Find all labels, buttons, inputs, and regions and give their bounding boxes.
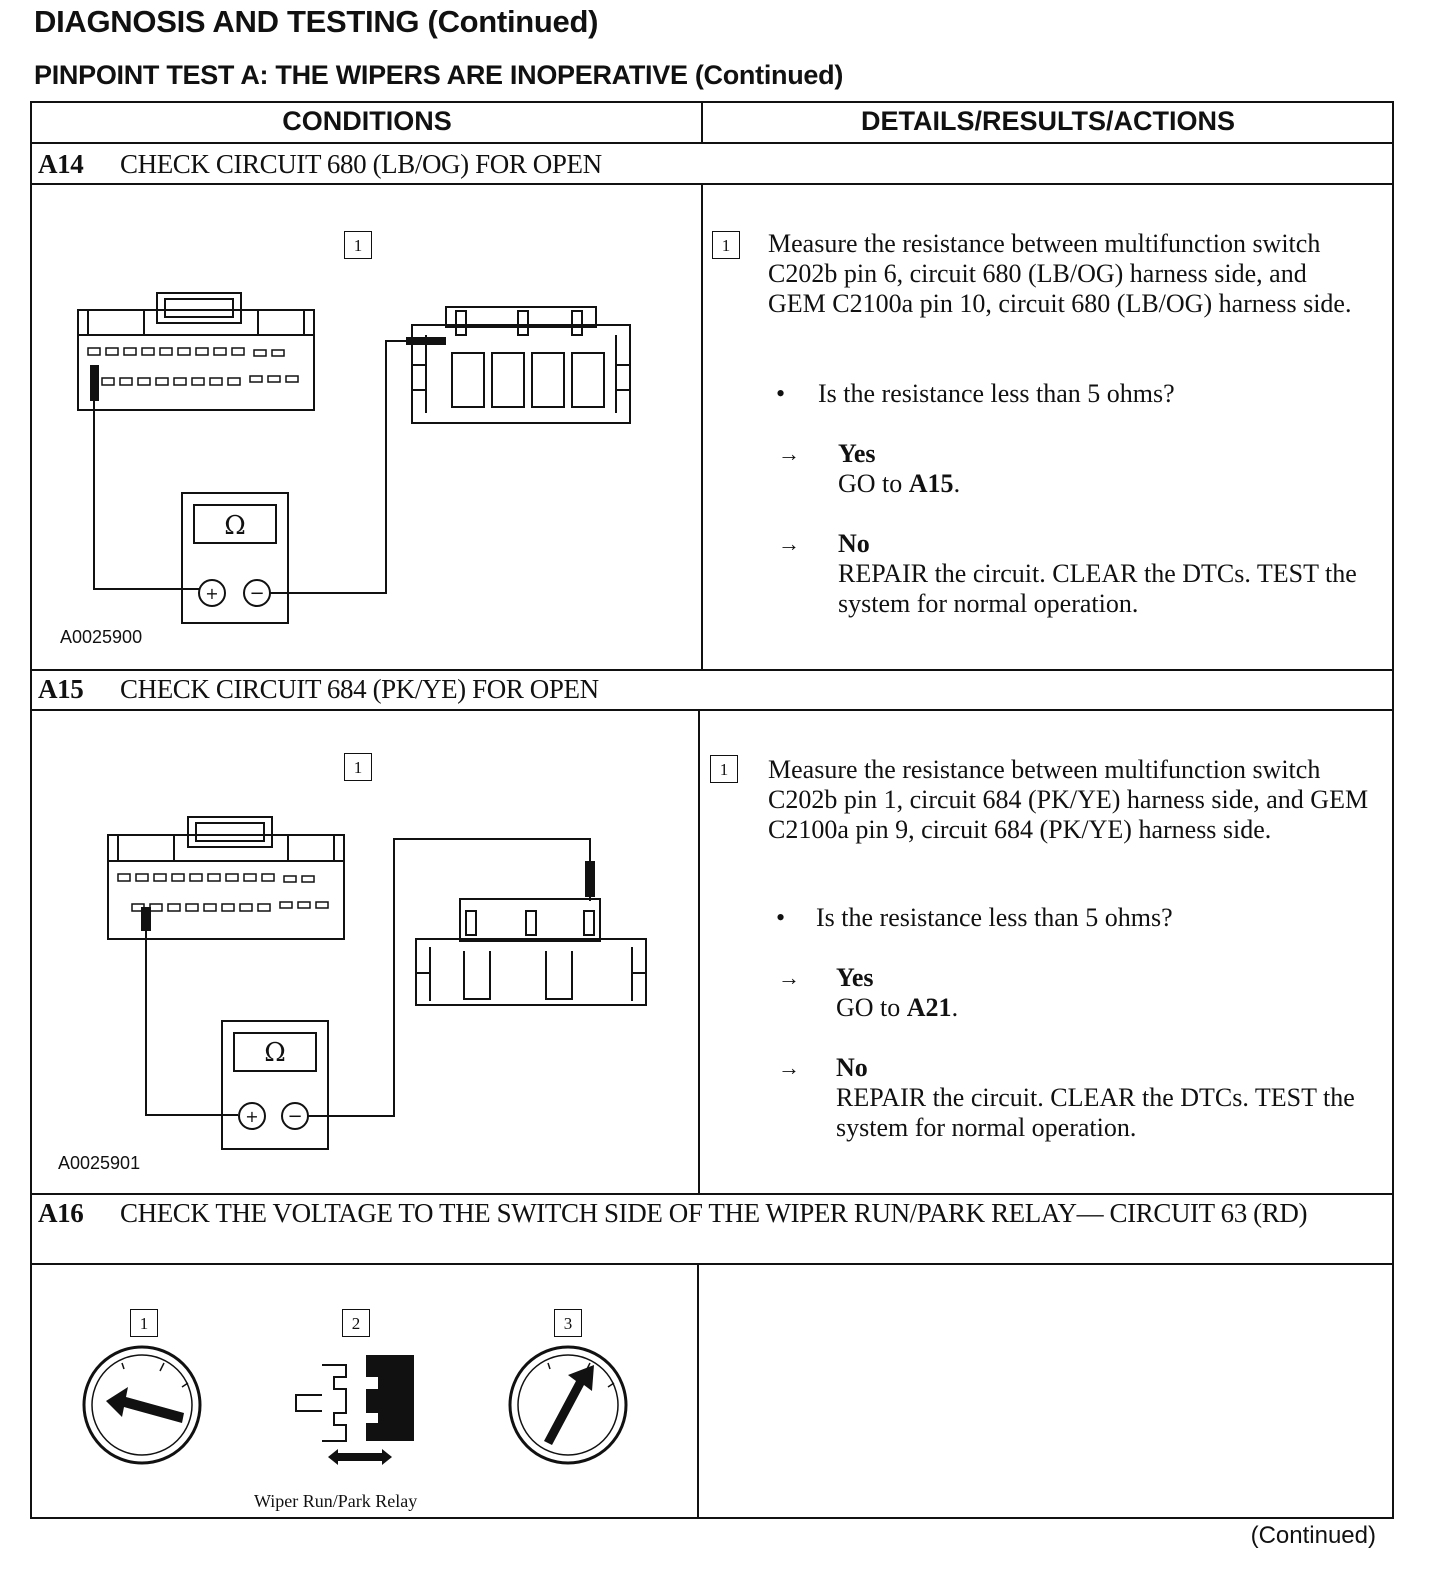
- yes-action-end: .: [953, 469, 961, 498]
- step-id: A16: [38, 1198, 84, 1228]
- figure-callout: 1: [344, 753, 372, 781]
- step-title: CHECK THE VOLTAGE TO THE SWITCH SIDE OF THE WIPER RUN/PARK RELAY— CIRCUIT 63 (RD): [120, 1198, 1308, 1228]
- pinpoint-test-table: [30, 101, 1394, 1519]
- step-header-a14: [38, 149, 602, 180]
- bullet-icon: •: [776, 903, 786, 932]
- probe-icon: [90, 365, 99, 401]
- svg-text:−: −: [287, 1106, 303, 1127]
- ignition-relay-diagram: [32, 1265, 696, 1517]
- yes-label: Yes: [836, 963, 874, 992]
- arrow-right-icon: →: [778, 531, 800, 556]
- result-no: [836, 1053, 1356, 1143]
- step-title: CHECK CIRCUIT 680 (LB/OG) FOR OPEN: [120, 149, 602, 179]
- divider: [32, 142, 1392, 144]
- yes-label: Yes: [838, 439, 876, 468]
- step-header-a15: [38, 674, 599, 705]
- yes-action: GO to: [836, 993, 907, 1022]
- probe-icon: [141, 907, 151, 931]
- svg-text:+: +: [245, 1107, 259, 1126]
- ohm-symbol: Ω: [224, 511, 246, 541]
- yes-action-end: .: [951, 993, 959, 1022]
- step-id: A15: [38, 674, 84, 704]
- divider: [32, 669, 1392, 671]
- continued-label: (Continued): [1250, 1522, 1376, 1549]
- goto-step-link[interactable]: A21: [906, 993, 952, 1022]
- arrow-right-icon: →: [778, 441, 800, 466]
- ignition-switch-run-icon: [510, 1347, 626, 1463]
- instruction-number: 1: [710, 755, 738, 783]
- instruction-number: 1: [712, 231, 740, 259]
- ohm-symbol: Ω: [264, 1038, 286, 1068]
- figure-callout: 1: [130, 1309, 158, 1337]
- page-title: DIAGNOSIS AND TESTING (Continued): [34, 4, 599, 39]
- question-text: Is the resistance less than 5 ohms?: [818, 379, 1175, 408]
- yes-action: GO to: [838, 469, 909, 498]
- divider: [697, 1264, 699, 1519]
- arrow-right-icon: →: [778, 1055, 800, 1080]
- figure-callout: 3: [554, 1309, 582, 1337]
- instruction-text: Measure the resistance between multifunction switch C202b pin 6, circuit 680 (LB/OG) harness side, and GEM C2100a pin 10, circuit 680 (LB/OG) harness side.: [768, 229, 1352, 318]
- arrow-right-icon: →: [778, 965, 800, 990]
- step-title: CHECK CIRCUIT 684 (PK/YE) FOR OPEN: [120, 674, 599, 704]
- goto-step-link[interactable]: A15: [908, 469, 954, 498]
- column-header-conditions: CONDITIONS: [282, 106, 452, 136]
- divider: [32, 1193, 1392, 1195]
- figure-a16-ignition-relay: [32, 1265, 696, 1517]
- figure-a15-resistance-test: [32, 711, 697, 1193]
- divider: [698, 710, 700, 1194]
- no-action: REPAIR the circuit. CLEAR the DTCs. TEST the system for normal operation.: [838, 559, 1357, 618]
- probe-icon: [585, 861, 595, 897]
- no-label: No: [838, 529, 870, 558]
- relay-caption: Wiper Run/Park Relay: [254, 1491, 418, 1511]
- column-header-details: DETAILS/RESULTS/ACTIONS: [860, 106, 1235, 136]
- figure-id: A0025901: [58, 1153, 141, 1173]
- divider: [701, 184, 703, 670]
- step-header-a16: [38, 1198, 1368, 1228]
- figure-id: A0025900: [60, 627, 143, 647]
- ignition-switch-off-icon: [84, 1347, 200, 1463]
- relay-icon: [296, 1355, 414, 1465]
- svg-text:−: −: [249, 583, 265, 604]
- divider: [701, 103, 703, 143]
- result-yes: [836, 963, 958, 1023]
- no-action: REPAIR the circuit. CLEAR the DTCs. TEST the system for normal operation.: [836, 1083, 1355, 1142]
- figure-callout: 1: [344, 231, 372, 259]
- figure-callout: 2: [342, 1309, 370, 1337]
- no-label: No: [836, 1053, 868, 1082]
- step-id: A14: [38, 149, 84, 179]
- question-text: Is the resistance less than 5 ohms?: [816, 903, 1173, 932]
- multimeter-connector-diagram: [32, 711, 697, 1193]
- svg-text:+: +: [205, 584, 219, 603]
- probe-icon: [406, 337, 446, 345]
- bullet-icon: •: [776, 379, 786, 408]
- result-no: [838, 529, 1358, 619]
- instruction-text: Measure the resistance between multifunction switch C202b pin 1, circuit 684 (PK/YE) harness side, and GEM C2100a pin 9, circuit 684 (PK/YE) harness side.: [768, 755, 1369, 844]
- pinpoint-test-title: PINPOINT TEST A: THE WIPERS ARE INOPERATIVE (Continued): [34, 60, 844, 90]
- result-yes: [838, 439, 960, 499]
